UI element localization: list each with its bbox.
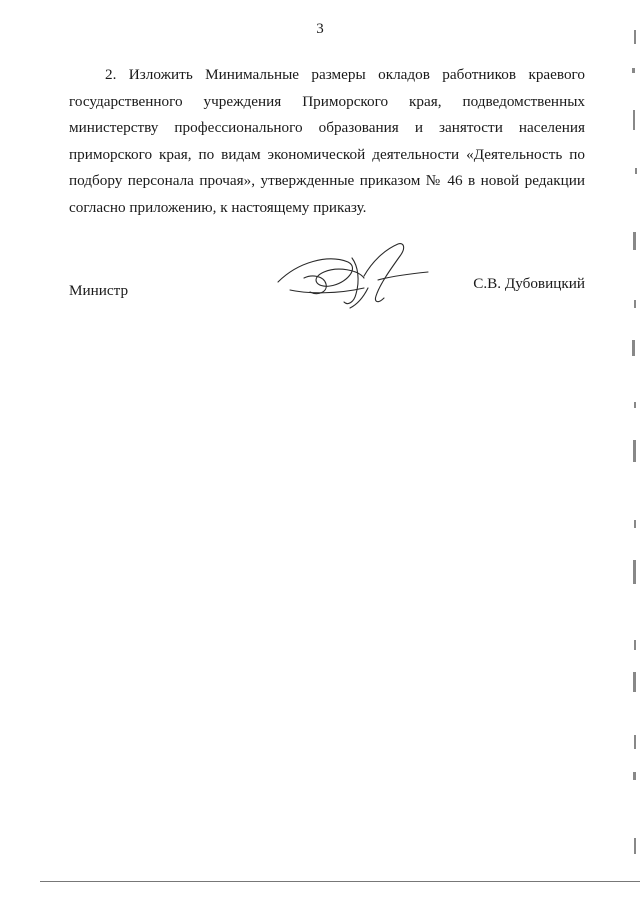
signatory-position: Министр — [69, 282, 129, 299]
handwritten-signature — [268, 232, 448, 312]
signatory-name: С.В. Дубовицкий — [473, 275, 585, 292]
body-paragraph: 2. Изложить Минимальные размеры окладов работников краевого государственного учреждения Приморского края, подведомственных министерству профессионального образования и занятости населения приморского края, по видам экономической деятельности «Деятельность по подбору персонала прочая», утвержденные приказом № 46 в новой редакции согласно приложению, к настоящему приказу. — [69, 66, 585, 216]
page-number: 3 — [316, 21, 324, 37]
bottom-rule — [40, 881, 640, 882]
scan-edge-marks — [626, 0, 640, 905]
